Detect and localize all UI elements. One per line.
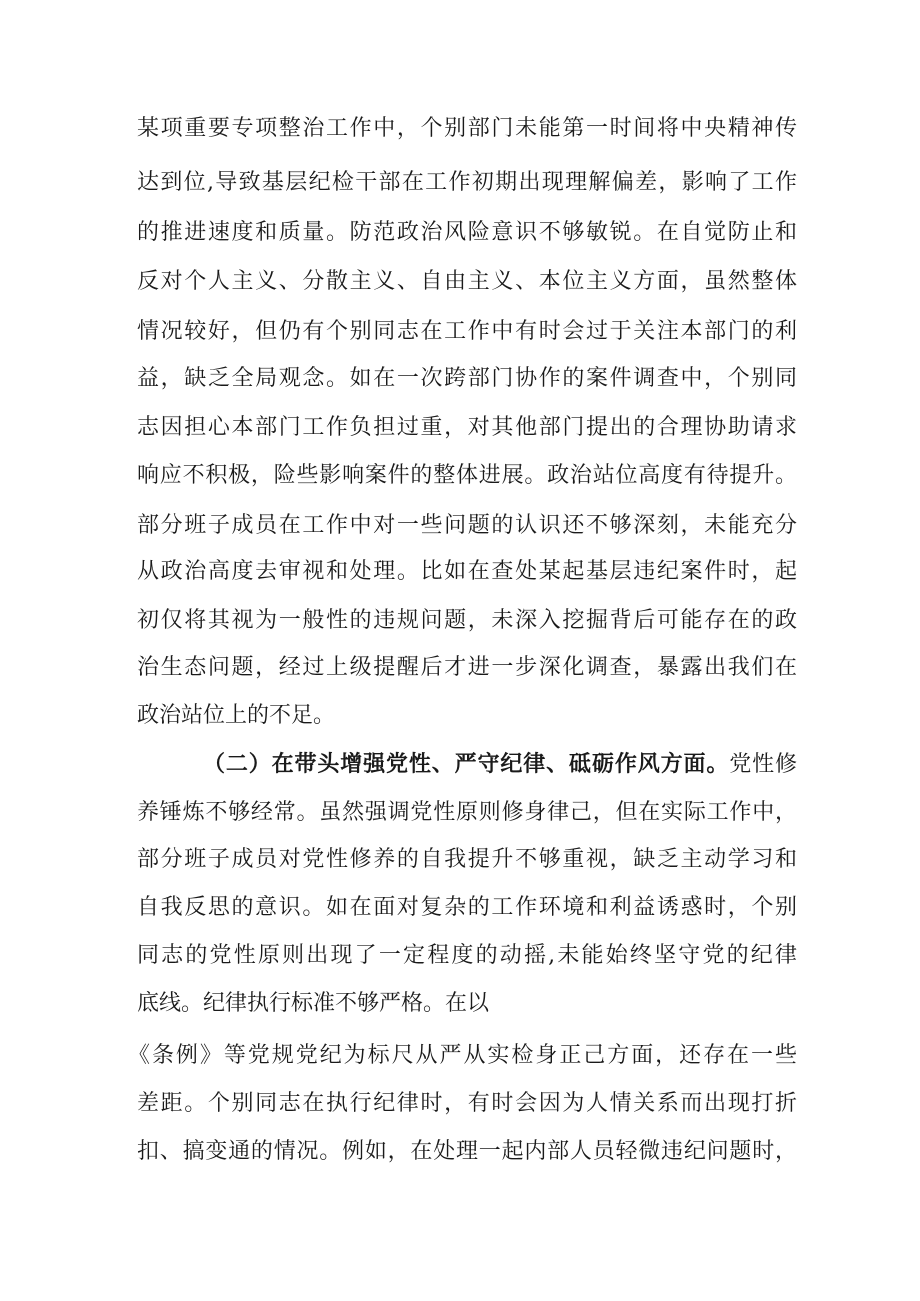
section-heading: （二）在带头增强党性、严守纪律、砥砺作风方面。 [203,751,730,777]
paragraph-line: 同志的党性原则出现了一定程度的动摇,未能始终坚守党的纪律 [137,943,797,968]
section-heading-line [203,737,797,791]
paragraph-line: 某项重要专项整治工作中，个别部门未能第一时间将中央精神传 [137,116,797,141]
paragraph-line: 从政治高度去审视和处理。比如在查处某起基层违纪案件时，起 [137,559,797,584]
paragraph-line: 差距。个别同志在执行纪律时，有时会因为人情关系而出现打折 [137,1091,797,1116]
paragraph-line: 部分班子成员在工作中对一些问题的认识还不够深刻，未能充分 [137,513,797,538]
paragraph-line: 扣、搞变通的情况。例如，在处理一起内部人员轻微违纪问题时， [137,1139,797,1164]
paragraph-line: 养锤炼不够经常。虽然强调党性原则修身律己，但在实际工作中， [137,800,797,825]
paragraph-line: 自我反思的意识。如在面对复杂的工作环境和利益诱惑时，个别 [137,895,797,920]
paragraph-line: 部分班子成员对党性修养的自我提升不够重视，缺乏主动学习和 [137,847,797,872]
paragraph-line: 益，缺乏全局观念。如在一次跨部门协作的案件调查中，个别同 [137,366,797,391]
paragraph-line: 治生态问题，经过上级提醒后才进一步深化调查，暴露出我们在 [137,655,797,680]
paragraph-line: 响应不积极，险些影响案件的整体进展。政治站位高度有待提升。 [137,463,797,488]
paragraph-line: 的推进速度和质量。防范政治风险意识不够敏锐。在自觉防止和 [137,220,797,245]
paragraph-line: 达到位,导致基层纪检干部在工作初期出现理解偏差，影响了工作 [137,170,797,195]
paragraph-line: 底线。纪律执行标准不够严格。在以 [137,991,490,1016]
paragraph-line: 志因担心本部门工作负担过重，对其他部门提出的合理协助请求 [137,415,797,440]
paragraph-line: 情况较好，但仍有个别同志在工作中有时会过于关注本部门的利 [137,319,797,344]
section-heading-tail: 党性修 [729,752,797,777]
paragraph-line: 政治站位上的不足。 [137,703,336,728]
paragraph-line: 初仅将其视为一般性的违规问题，未深入挖掘背后可能存在的政 [137,608,797,633]
paragraph-line: 《条例》等党规党纪为标尺从严从实检身正己方面，还存在一些 [128,1043,797,1068]
paragraph-line: 反对个人主义、分散主义、自由主义、本位主义方面，虽然整体 [137,269,797,294]
